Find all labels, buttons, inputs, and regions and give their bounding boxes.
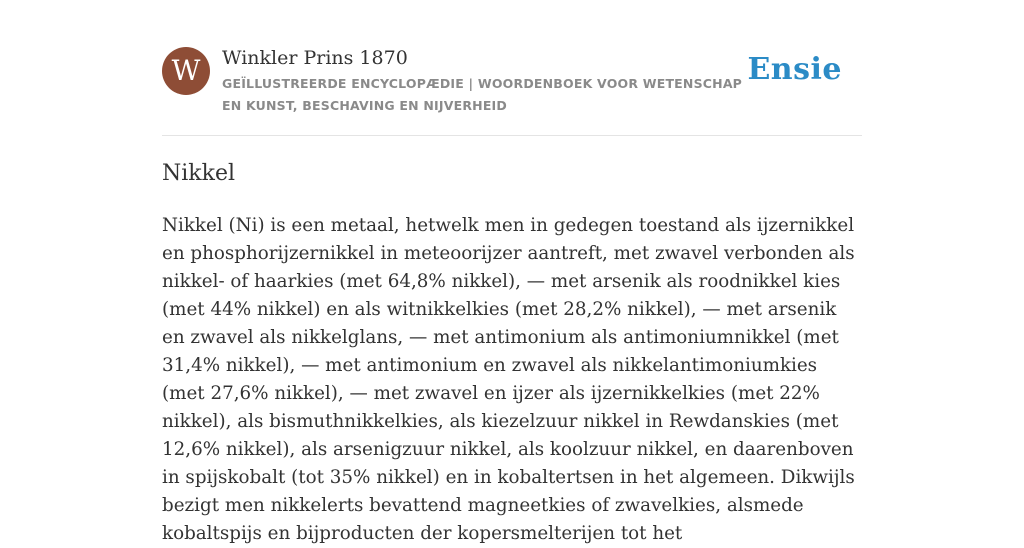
source-subtitle: GEÏLLUSTREERDE ENCYCLOPÆDIE | WOORDENBOEK VOOR WETENSCHAP EN KUNST, BESCHAVING EN NIJVERHEID — [222, 76, 743, 113]
ensie-logo[interactable]: Ensie — [747, 52, 842, 87]
article-title: Nikkel — [162, 161, 236, 186]
source-title[interactable]: Winkler Prins 1870 — [222, 47, 408, 69]
source-info — [222, 46, 752, 117]
source-avatar[interactable]: W — [162, 47, 210, 95]
source-header — [162, 46, 862, 136]
article-body: Nikkel (Ni) is een metaal, hetwelk men in gedegen toestand als ijzernikkel en phosphorijzernikkel in meteoorijzer aantreft, met zwavel verbonden als nikkel- of haarkies (met 64,8% nikkel), — met arsenik als roodnikkel kies (met 44% nikkel) en als witnikkelkies (met 28,2% nikkel), — met arsenik en zwavel als nikkelglans, — met antimonium als antimoniumnikkel (met 31,4% nikkel), — met antimonium en zwavel als nikkelantimoniumkies (met 27,6% nikkel), — met zwavel en ijzer als ijzernikkelkies (met 22% nikkel), als bismuthnikkelkies, als kiezelzuur nikkel in Rewdanskies (met 12,6% nikkel), als arsenigzuur nikkel, als koolzuur nikkel, en daarenboven in spijskobalt (tot 35% nikkel) en in kobaltertsen in het algemeen. Dikwijls bezigt men nikkelerts bevattend magneetkies of zwavelkies, alsmede kobaltspijs en bijproducten der kopersmelterijen tot het — [162, 215, 855, 544]
header-divider — [162, 135, 862, 136]
